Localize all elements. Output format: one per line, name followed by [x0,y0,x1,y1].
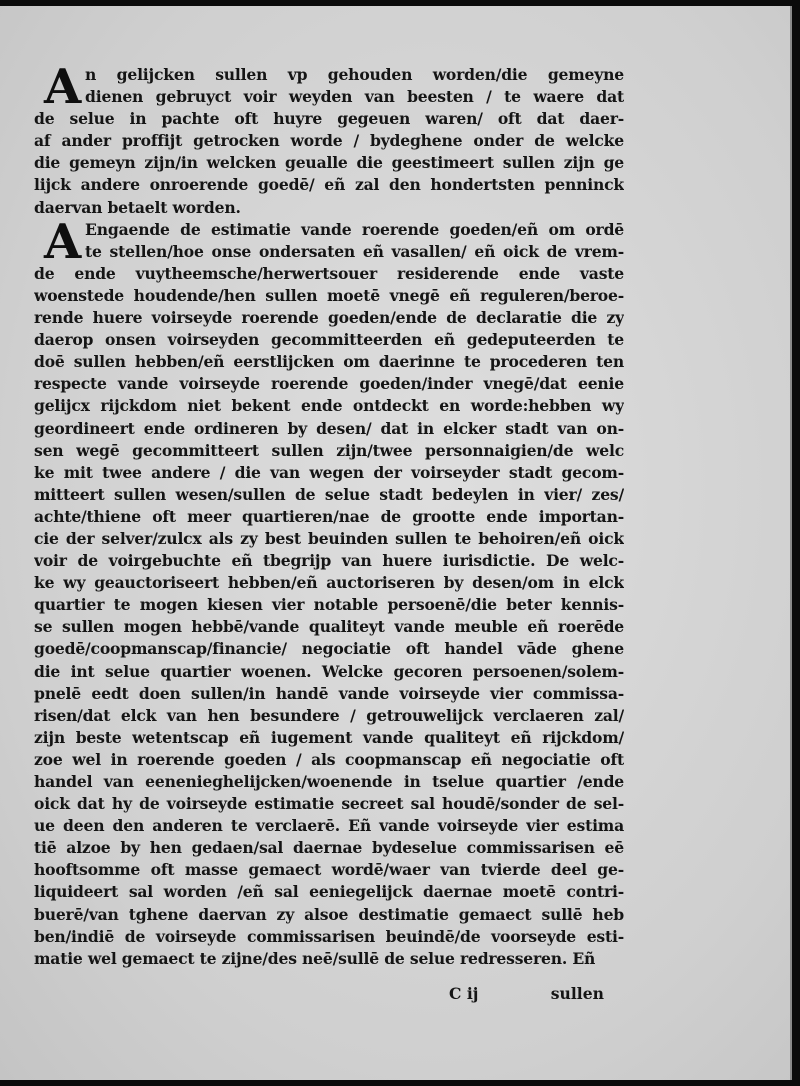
text-line: cie der selver/zulcx als zy best beuinden sullen te behoiren/eñ oick [34,528,624,548]
text-line: ue deen den anderen te verclaerē. Eñ vande voirseyde vier estima [34,816,624,836]
text-line: geordineert ende ordineren by desen/ dat in elcker stadt van on- [34,418,624,438]
signature-mark: C ij [449,984,479,1003]
paragraph-1 [34,59,624,219]
text-line: gelijcx rijckdom niet bekent ende ontdeckt en worde:hebben wy [34,396,624,416]
text-line: handel van eenenieghelijcken/woenende in tselue quartier /ende [34,772,624,791]
drop-cap-initial: A [44,59,82,115]
text-line: sen wegē gecommitteert sullen zijn/twee personnaigien/de welc [34,440,624,460]
text-line: ke mit twee andere / die van wegen der voirseyder stadt gecom- [34,462,624,482]
text-line: daerop onsen voirseyden gecommitteerden eñ gedeputeerden te [34,330,624,350]
text-line: mitteert sullen wesen/sullen de selue stadt bedeylen in vier/ zes/ [34,484,624,504]
text-line: woenstede houdende/hen sullen moetē vnegē eñ reguleren/beroe- [34,285,624,305]
text-line: zijn beste wetentscap eñ iugement vande qualiteyt eñ rijckdom/ [34,727,624,747]
text-line: ben/indiē de voirseyde commissarisen beuindē/de voorseyde esti- [34,926,624,946]
footer-line [34,984,604,1008]
text-line: af ander proffijt getrocken worde / bydeghene onder de welcke [34,131,624,151]
text-line: oick dat hy de voirseyde estimatie secreet sal houdē/sonder de sel- [34,794,624,814]
text-line: Engaende de estimatie vande roerende goeden/eñ om ordē [85,219,624,239]
text-line: te stellen/hoe onse ondersaten eñ vasallen/ eñ oick de vrem- [85,241,624,261]
text-line: die int selue quartier woenen. Welcke gecoren persoenen/solem- [34,661,624,681]
text-line: tiē alzoe by hen gedaen/sal daernae bydeselue commissarisen eē [34,838,624,858]
text-line: n gelijcken sullen vp gehouden worden/die gemeyne [85,65,624,84]
text-line: voir de voirgebuchte eñ tbegrijp van huere iurisdictie. De welc- [34,551,624,571]
text-line: pnelē eedt doen sullen/in handē vande voirseyde vier commissa- [34,683,624,703]
text-line: lijck andere onroerende goedē/ eñ zal den hondertsten penninck [34,175,624,195]
text-line: quartier te mogen kiesen vier notable persoenē/die beter kennis- [34,595,624,615]
text-line: doē sullen hebben/eñ eerstlijcken om daerinne te procederen ten [34,352,624,372]
text-line: hooftsomme oft masse gemaect wordē/waer van tvierde deel ge- [34,860,624,880]
text-line: de ende vuytheemsche/herwertsouer residerende ende vaste [34,263,624,283]
text-line: respecte vande voirseyde roerende goeden/inder vnegē/dat eenie [34,374,624,394]
paragraph-2 [34,213,624,970]
text-line: achte/thiene oft meer quartieren/nae de grootte ende importan- [34,506,624,526]
text-line: buerē/van tghene daervan zy alsoe destimatie gemaect sullē heb [34,904,624,924]
text-line: goedē/coopmanscap/financie/ negociatie oft handel vāde ghene [34,639,624,659]
text-line: risen/dat elck van hen besundere / getrouwelijck verclaeren zal/ [34,705,624,725]
text-line: zoe wel in roerende goeden / als coopmanscap eñ negociatie oft [34,749,624,769]
text-line: die gemeyn zijn/in welcken geualle die geestimeert sullen zijn ge [34,153,624,173]
text-line: matie wel gemaect te zijne/des neē/sullē de selue redresseren. Eñ [34,948,596,968]
text-line: daervan betaelt worden. [34,197,241,217]
document-page [0,6,792,1080]
text-line: rende huere voirseyde roerende goeden/ende de declaratie die zy [34,308,624,328]
drop-cap-initial: A [44,213,82,270]
text-line: ke wy geauctoriseert hebben/eñ auctoriseren by desen/om in elck [34,573,624,593]
text-line: liquideert sal worden /eñ sal eeniegelijck daernae moetē contri- [34,882,624,902]
text-line: dienen gebruyct voir weyden van beesten / te waere dat [85,87,624,107]
catchword: sullen [550,984,604,1003]
text-line: se sullen mogen hebbē/vande qualiteyt vande meuble eñ roerēde [34,617,624,637]
text-block [34,59,624,970]
text-line: de selue in pachte oft huyre gegeuen waren/ oft dat daer- [34,109,624,129]
